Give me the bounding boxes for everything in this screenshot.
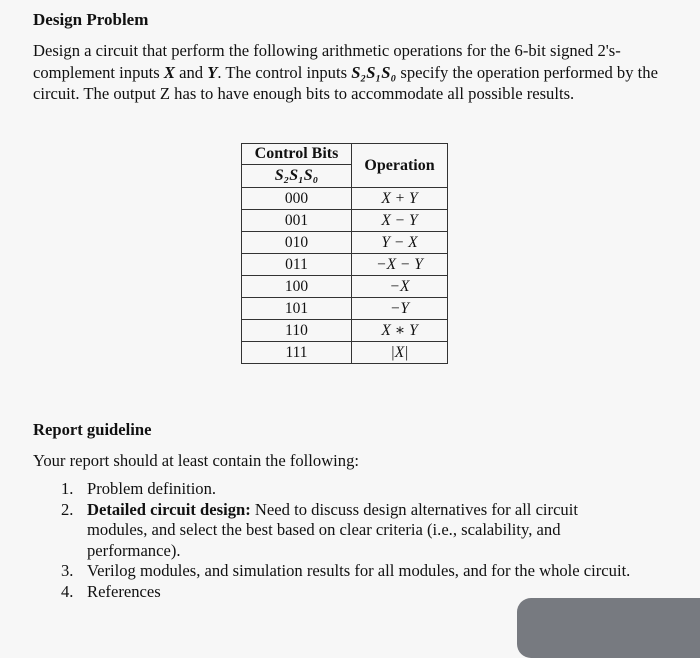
bits-cell: 010 [242,232,352,254]
operation-cell: X ∗ Y [352,320,448,342]
control-inputs: S₂S₁S₀ [351,62,397,82]
header-control-bits: Control Bits [242,144,352,165]
bits-cell: 110 [242,320,352,342]
item-number: 3. [61,561,74,580]
item-bold-lead: Detailed circuit design: [87,499,251,519]
list-item [33,479,633,500]
bits-cell: 100 [242,276,352,298]
table-row [242,232,448,254]
problem-text-1: Design a circuit that perform the following arithmetic operations for the 6-bit signed 2's-complement inputs [33,41,621,82]
item-number: 2. [61,499,74,519]
overlay-panel-tab[interactable] [517,598,700,658]
item-text: Problem definition. [87,479,217,498]
item-text: Verilog modules, and simulation results for all modules, and for the whole circuit. [87,561,631,580]
header-s2s1s0: S₂S₁S₀ [242,165,352,188]
guideline-intro: Your report should at least contain the following: [33,451,359,470]
list-item [33,500,633,562]
item-text: References [87,581,161,601]
table-row [242,188,448,210]
operation-cell: X − Y [352,210,448,232]
problem-text-3: specify the operation performed by the circuit. The output Z has to have enough bits to accommodate all possible results. [33,62,658,103]
table-row [242,320,448,342]
operation-cell: −X [352,276,448,298]
page-title: Design Problem [33,10,149,29]
table-row [242,254,448,276]
bits-cell: 101 [242,298,352,320]
bits-cell: 000 [242,188,352,210]
problem-statement [33,40,673,105]
header-operation: Operation [352,144,448,188]
item-number: 4. [61,581,74,601]
operations-table [241,143,448,364]
table-row [242,298,448,320]
input-y: Y [207,62,218,82]
operation-cell: X + Y [352,188,448,210]
item-number: 1. [61,479,74,498]
problem-and: and [174,62,208,82]
bits-cell: 111 [242,342,352,364]
operation-cell: −Y [352,298,448,320]
table-row [242,210,448,232]
operation-cell: Y − X [352,232,448,254]
table-row [242,342,448,364]
input-x: X [163,62,175,82]
item-text: Need to discuss design alternatives for all circuit modules, and select the best based on clear criteria (i.e., scalability, and performance). [87,499,578,560]
guideline-list [33,479,633,602]
bits-cell: 001 [242,210,352,232]
operation-cell: −X − Y [352,254,448,276]
problem-text-2: . The control inputs [217,62,352,82]
list-item [33,561,633,582]
bits-cell: 011 [242,254,352,276]
table-row [242,276,448,298]
guideline-title: Report guideline [33,420,152,439]
operation-cell: |X| [352,342,448,364]
